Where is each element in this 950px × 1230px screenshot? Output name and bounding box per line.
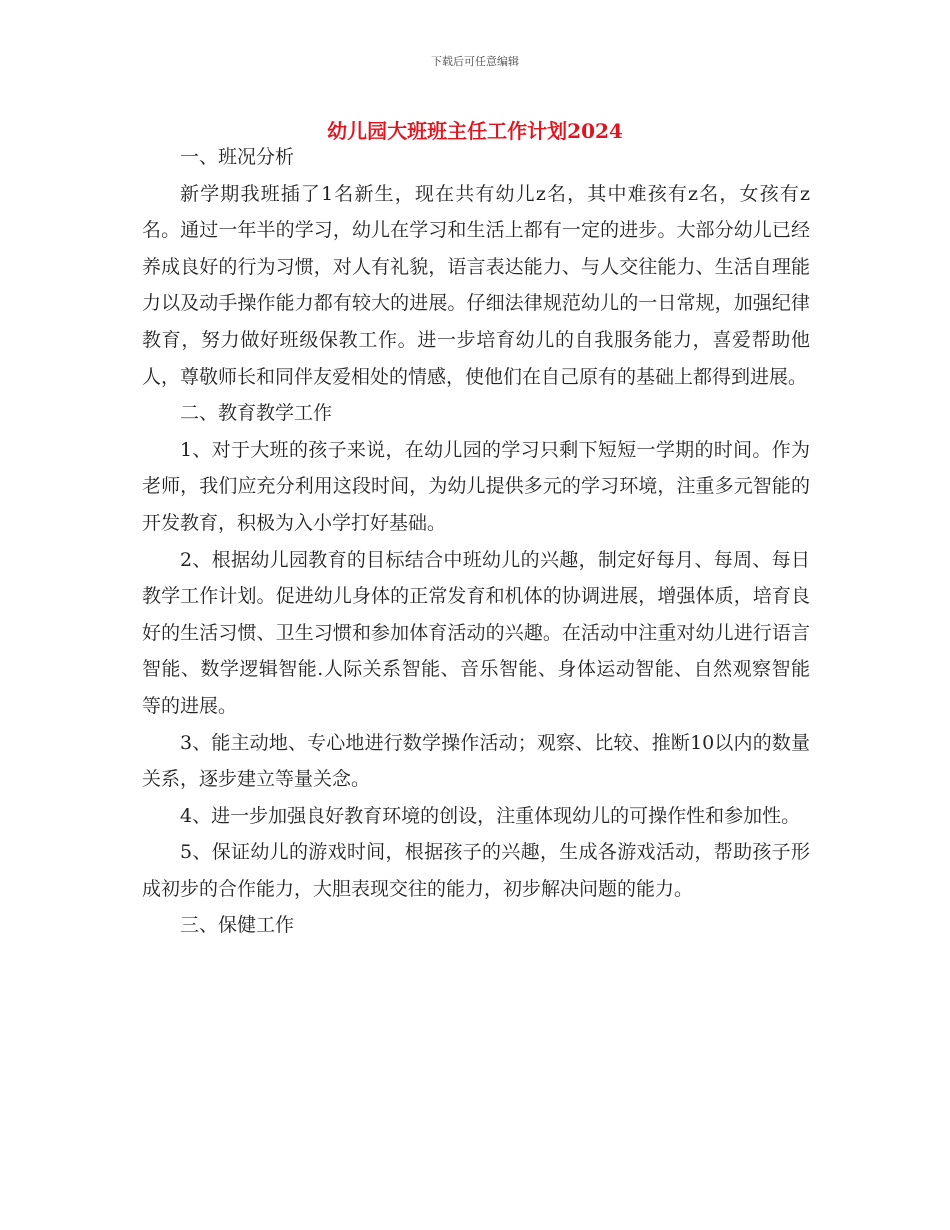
paragraph-item-2: 2、根据幼儿园教育的目标结合中班幼儿的兴趣，制定好每月、每周、每日教学工作计划。促进幼儿身体的正常发育和机体的协调进展，增强体质，培育良好的生活习惯、卫生习惯和参加体育活动的兴趣。在活动中注重对幼儿进行语言智能、数学逻辑智能.人际关系智能、音乐智能、身体运动智能、自然观察智能等的进展。 [142, 548, 810, 717]
document-body [142, 139, 810, 944]
paragraph-item-3: 3、能主动地、专心地进行数学操作活动；观察、比较、推断10以内的数量关系，逐步建立等量关念。 [142, 731, 810, 791]
paragraph-class-analysis: 新学期我班插了1名新生，现在共有幼儿z名，其中难孩有z名，女孩有z名。通过一年半的学习，幼儿在学习和生活上都有一定的进步。大部分幼儿已经养成良好的行为习惯，对人有礼貌，语言表达能力、与人交往能力、生活自理能力以及动手操作能力都有较大的进展。仔细法律规范幼儿的一日常规，加强纪律教育，努力做好班级保教工作。进一步培育幼儿的自我服务能力，喜爱帮助他人，尊敬师长和同伴友爱相处的情感，使他们在自己原有的基础上都得到进展。 [142, 182, 810, 388]
paragraph-item-4: 4、进一步加强良好教育环境的创设，注重体现幼儿的可操作性和参加性。 [180, 804, 801, 827]
section-heading-2: 二、教育教学工作 [180, 402, 333, 425]
document-title: 幼儿园大班班主任工作计划2024 [327, 119, 623, 143]
section-heading-1: 一、班况分析 [180, 146, 295, 168]
paragraph-item-1: 1、对于大班的孩子来说，在幼儿园的学习只剩下短短一学期的时间。作为老师，我们应充分利用这段时间，为幼儿提供多元的学习环境，注重多元智能的开发教育，积极为入小学打好基础。 [142, 438, 810, 534]
paragraph-item-5: 5、保证幼儿的游戏时间，根据孩子的兴趣，生成各游戏活动，帮助孩子形成初步的合作能力，大胆表现交往的能力，初步解决问题的能力。 [142, 841, 810, 900]
header-note: 下载后可任意编辑 [431, 55, 519, 68]
section-heading-3: 三、保健工作 [180, 914, 295, 937]
